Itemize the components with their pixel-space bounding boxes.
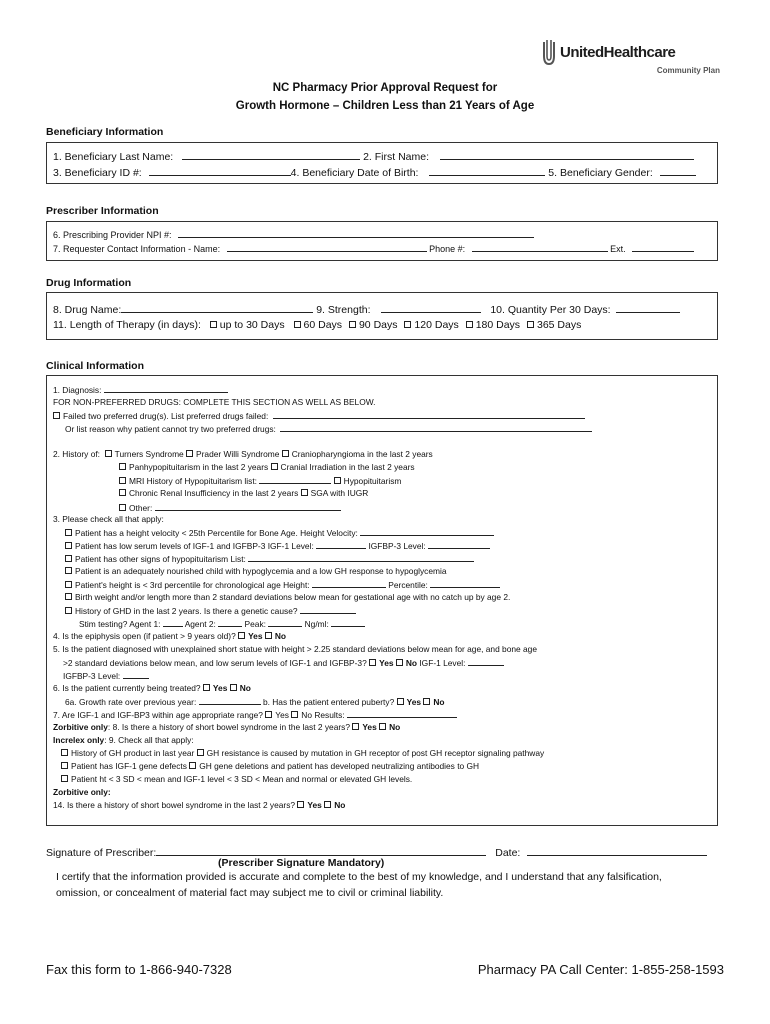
quantity-field[interactable] <box>616 302 680 313</box>
checkbox-icon[interactable] <box>334 477 341 484</box>
checkbox-icon[interactable] <box>349 321 356 328</box>
checkbox-icon[interactable] <box>297 801 304 808</box>
checkbox-icon[interactable] <box>265 632 272 639</box>
checkbox-icon[interactable] <box>65 607 72 614</box>
logo-name: UnitedHealthcare <box>560 44 676 61</box>
reason-label: Or list reason why patient cannot try two preferred drugs: <box>65 424 276 434</box>
form-title-line1: NC Pharmacy Prior Approval Request for <box>272 82 498 94</box>
q5-igf1-field[interactable] <box>468 657 504 666</box>
checkbox-icon[interactable] <box>53 412 60 419</box>
q5-line1: 5. Is the patient diagnosed with unexplained short statue with height > 2.25 standard deviations below mean for age, and bone age <box>53 644 537 654</box>
date-of-birth-field[interactable] <box>429 165 545 176</box>
ngml-field[interactable] <box>331 618 365 627</box>
prescriber-heading: Prescriber Information <box>46 205 159 217</box>
signature-mandatory-note: (Prescriber Signature Mandatory) <box>218 857 385 869</box>
npi-label: 6. Prescribing Provider NPI #: <box>53 230 172 240</box>
checkbox-icon[interactable] <box>396 659 403 666</box>
requester-name-field[interactable] <box>227 243 427 252</box>
checkbox-icon[interactable] <box>324 801 331 808</box>
checkbox-icon[interactable] <box>186 450 193 457</box>
prescriber-box <box>46 221 718 261</box>
unitedhealthcare-logo <box>542 40 722 80</box>
date-of-birth-label: 4. Beneficiary Date of Birth: <box>290 167 419 179</box>
checkbox-icon[interactable] <box>65 542 72 549</box>
requester-name-label: 7. Requester Contact Information - Name: <box>53 244 221 254</box>
diagnosis-label: 1. Diagnosis: <box>53 385 102 395</box>
therapy-option-60[interactable]: 60 Days <box>294 319 343 331</box>
height-velocity-field[interactable] <box>360 527 494 536</box>
checkbox-icon[interactable] <box>352 723 359 730</box>
certify-line1: I certify that the information provided is accurate and complete to the best of my knowledge, and I understand that any falsification, <box>56 871 662 883</box>
checkbox-icon[interactable] <box>61 762 68 769</box>
beneficiary-last-name-field[interactable] <box>182 149 360 160</box>
certify-line2: omission, or concealment of material fact may subject me to civil or criminal liability. <box>56 887 444 899</box>
strength-field[interactable] <box>381 302 481 313</box>
reason-field[interactable] <box>280 423 592 432</box>
checkbox-icon[interactable] <box>369 659 376 666</box>
height-field[interactable] <box>312 579 386 588</box>
other-history-field[interactable] <box>155 502 341 511</box>
checkbox-icon[interactable] <box>119 504 126 511</box>
checkbox-icon[interactable] <box>238 632 245 639</box>
checkbox-icon[interactable] <box>397 698 404 705</box>
checkbox-icon[interactable] <box>271 463 278 470</box>
signature-field[interactable] <box>156 845 486 856</box>
date-field[interactable] <box>527 845 707 856</box>
checkbox-icon[interactable] <box>197 749 204 756</box>
checkbox-icon[interactable] <box>65 555 72 562</box>
diagnosis-field[interactable] <box>104 384 228 393</box>
fax-footer: Fax this form to 1-866-940-7328 <box>46 962 232 977</box>
igfbp3-level-field[interactable] <box>428 540 490 549</box>
call-center-footer: Pharmacy PA Call Center: 1-855-258-1593 <box>477 962 724 977</box>
agent1-field[interactable] <box>163 618 183 627</box>
beneficiary-id-label: 3. Beneficiary ID #: <box>53 167 142 179</box>
peak-field[interactable] <box>268 618 302 627</box>
beneficiary-last-name-label: 1. Beneficiary Last Name: <box>53 151 174 163</box>
checkbox-icon[interactable] <box>189 762 196 769</box>
checkbox-icon[interactable] <box>379 723 386 730</box>
first-name-field[interactable] <box>440 149 694 160</box>
igf1-level-field[interactable] <box>316 540 366 549</box>
therapy-option-365[interactable]: 365 Days <box>527 319 581 331</box>
gender-field[interactable] <box>660 165 696 176</box>
quantity-label: 10. Quantity Per 30 Days: <box>490 304 611 316</box>
checkbox-icon[interactable] <box>265 711 272 718</box>
checkbox-icon[interactable] <box>203 684 210 691</box>
failed-drugs-label: Failed two preferred drug(s). List preferred drugs failed: <box>63 411 269 421</box>
checkbox-icon[interactable] <box>230 684 237 691</box>
checkbox-icon[interactable] <box>423 698 430 705</box>
checkbox-icon[interactable] <box>210 321 217 328</box>
drug-name-label: 8. Drug Name: <box>53 304 122 316</box>
drug-box <box>46 292 718 340</box>
ext-label: Ext. <box>610 244 626 254</box>
phone-field[interactable] <box>472 243 608 252</box>
strength-label: 9. Strength: <box>316 304 371 316</box>
agent2-field[interactable] <box>218 618 242 627</box>
beneficiary-box <box>46 142 718 184</box>
checkbox-icon[interactable] <box>294 321 301 328</box>
checkbox-icon[interactable] <box>466 321 473 328</box>
drug-heading: Drug Information <box>46 277 132 289</box>
phone-label: Phone #: <box>429 244 466 254</box>
clinical-heading: Clinical Information <box>46 360 145 372</box>
checkbox-icon[interactable] <box>119 489 126 496</box>
failed-drugs-field[interactable] <box>273 410 585 419</box>
checkbox-icon[interactable] <box>105 450 112 457</box>
genetic-cause-field[interactable] <box>300 605 356 614</box>
therapy-option-90[interactable]: 90 Days <box>349 319 398 331</box>
therapy-option-30[interactable]: up to 30 Days <box>210 319 285 331</box>
growth-rate-field[interactable] <box>199 696 261 705</box>
mri-history-field[interactable] <box>259 475 331 484</box>
logo-subtitle: Community Plan <box>656 66 720 75</box>
checkbox-icon[interactable] <box>65 529 72 536</box>
therapy-option-120[interactable]: 120 Days <box>404 319 458 331</box>
q5-igfbp3-field[interactable] <box>123 670 149 679</box>
checkbox-icon[interactable] <box>65 567 72 574</box>
checkbox-icon[interactable] <box>404 321 411 328</box>
date-label: Date: <box>495 847 521 859</box>
drug-name-field[interactable] <box>121 302 313 313</box>
first-name-label: 2. First Name: <box>363 151 430 163</box>
non-preferred-note: FOR NON-PREFERRED DRUGS: COMPLETE THIS SECTION AS WELL AS BELOW. <box>53 397 376 407</box>
gender-label: 5. Beneficiary Gender: <box>548 167 653 179</box>
checkbox-icon[interactable] <box>61 775 68 782</box>
checkbox-icon[interactable] <box>282 450 289 457</box>
history-label: 2. History of: <box>53 449 101 459</box>
form-title-line2: Growth Hormone – Children Less than 21 Years of Age <box>235 100 535 112</box>
npi-field[interactable] <box>178 229 534 238</box>
ext-field[interactable] <box>632 243 694 252</box>
checkbox-icon[interactable] <box>119 477 126 484</box>
hypopituitarism-signs-field[interactable] <box>248 553 474 562</box>
checkbox-icon[interactable] <box>65 593 72 600</box>
logo-mark-icon <box>542 40 556 66</box>
therapy-option-180[interactable]: 180 Days <box>466 319 520 331</box>
length-of-therapy-label: 11. Length of Therapy (in days): <box>53 319 201 331</box>
results-field[interactable] <box>347 709 457 718</box>
checkbox-icon[interactable] <box>65 581 72 588</box>
signature-label: Signature of Prescriber: <box>46 847 157 859</box>
beneficiary-id-field[interactable] <box>149 165 291 176</box>
check-all-label: 3. Please check all that apply: <box>53 514 164 524</box>
checkbox-icon[interactable] <box>301 489 308 496</box>
clinical-box: 1. Diagnosis: FOR NON-PREFERRED DRUGS: COMPLETE THIS SECTION AS WELL AS BELOW. Failed two preferred drug(s). List preferred drugs failed: Or list reason why patient cannot try two preferred drugs: 2. History of: Turners Syndrome Prader Willi Syndrome Craniopharyngioma in the last 2 years Panhypopituitarism in the last 2 years Cranial Irradiation in the last 2 years MRI History of Hypopituitarism list: Hypopituitarism Chronic Renal Insufficiency in the last 2 years SGA with IUGR Other: 3. Please check all that apply: Patient has a height velocity < 25th Percentile for Bone Age. Height Velocity: Patient has low serum levels of IGF-1 and IGFBP-3 IGF-1 Level: IGFBP-3 Level: Patient has other signs of hypopituitarism List: Patient is an adequately nourished child with hypoglycemia and a low GH response to hypoglycemia Patient's height is < 3rd percentile for chronological age Height: Percentile: Birth weight and/or length more than 2 standard deviations below mean for gestational age with no catch up by age 2. History of GHD in the last 2 years. Is there a genetic cause? Stim testing? Agent 1: Agent 2: Peak: Ng/ml: 4. Is the epiphysis open (if patient > 9 years old)? Yes No 5. Is the patient diagnosed with unexplained short statue with height > 2.25 standard deviations below mean for age, and bone age >2 standard deviations below mean, and low serum levels of IGF-1 and IGFBP-3? Yes No IGF-1 Level: IGFBP-3 Level: 6. Is the patient currently being treated? Yes No 6a. Growth rate over previous year: b. Has the patient entered puberty? Yes No 7. Are IGF-1 and IGF-BP3 within age appropriate range? Yes No Results: Zorbitive only: 8. Is there a history of short bowel syndrome in the last 2 years? Yes No Increlex only: 9. Check all that apply: History of GH product in last year GH resistance is caused by mutation in GH receptor of post GH receptor signaling pathway Patient has IGF-1 gene defects GH gene deletions and patient has developed neutralizing antibodies to GH Patient ht < 3 SD < mean and IGF-1 level < 3 SD < Mean and normal or elevated GH levels. Zorbitive only: 14. Is there a history of short bowel syndrome in the last 2 years? Yes No <box>46 375 718 826</box>
percentile-field[interactable] <box>430 579 500 588</box>
beneficiary-heading: Beneficiary Information <box>46 126 164 138</box>
checkbox-icon[interactable] <box>527 321 534 328</box>
checkbox-icon[interactable] <box>119 463 126 470</box>
checkbox-icon[interactable] <box>61 749 68 756</box>
checkbox-icon[interactable] <box>291 711 298 718</box>
